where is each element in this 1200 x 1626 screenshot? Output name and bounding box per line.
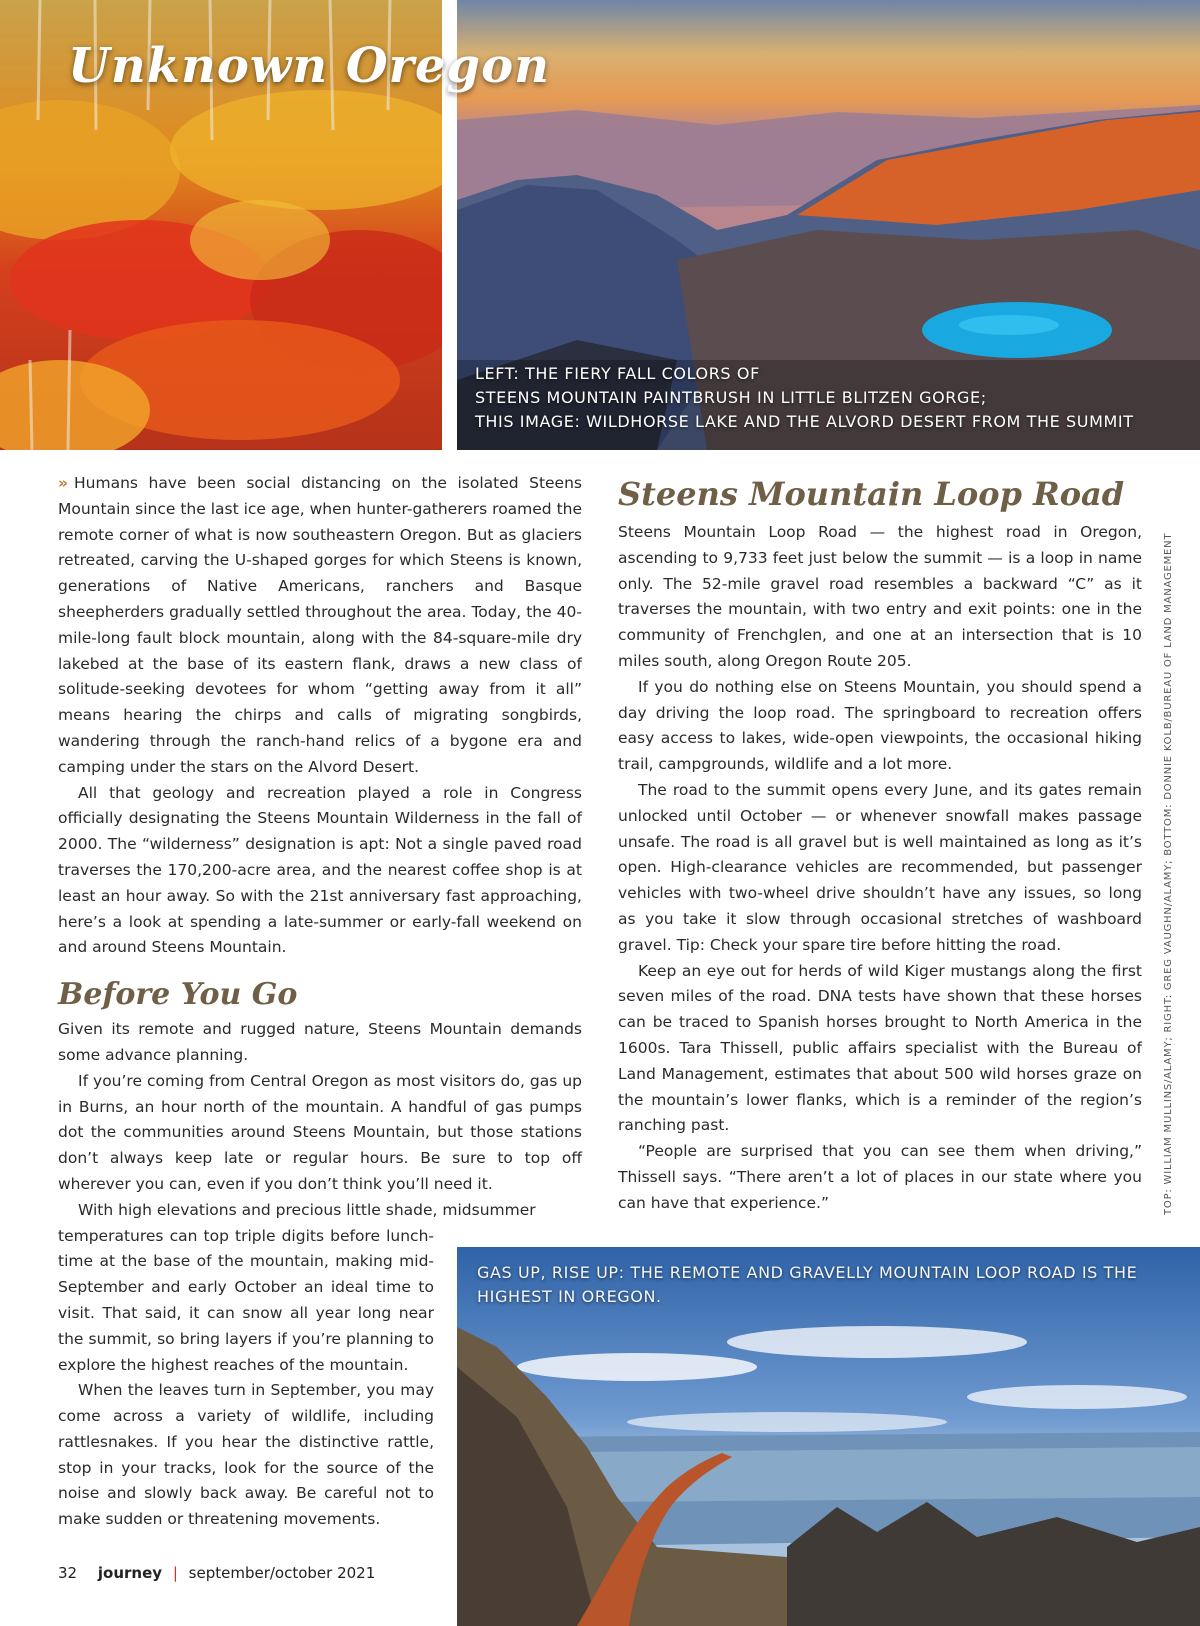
body-paragraph: Steens Mountain Loop Road — the highest road in Oregon, ascending to 9,733 feet just below the summit — is a loop in name only. The 52-mile gravel road resembles a backward “C” as it traverses the mountain, with two entry and exit points: one in the community of Frenchglen, and one at an intersection that is 10 miles south, along Oregon Route 205. [618, 523, 1142, 670]
issue-title: Unknown Oregon [68, 38, 550, 94]
body-paragraph: If you do nothing else on Steens Mountain, you should spend a day driving the loop road. The springboard to recreation offers easy access to lakes, wide-open viewpoints, the occasional hiking trail, campgrounds, wildlife and a lot more. [618, 677, 1142, 774]
issue-date: september/october 2021 [188, 1564, 376, 1582]
page-number: 32 [58, 1564, 78, 1582]
page-footer [58, 1564, 375, 1582]
footer-separator: | [172, 1564, 178, 1582]
article-left-column [58, 471, 582, 1533]
article-right-column [618, 472, 1142, 1217]
chevron-icon: » [58, 474, 69, 492]
body-paragraph: temperatures can top triple digits before lunch-time at the base of the mountain, making mid-September and early October an ideal time to visit. That said, it can snow all year long near the summit, so bring layers if you’re planning to explore the highest reaches of the mountain. [58, 1226, 434, 1374]
magazine-name: journey [97, 1564, 163, 1582]
intro-paragraph: All that geology and recreation played a role in Congress officially designating the Steens Mountain Wilderness in the fall of 2000. The “wilderness” designation is apt: Not a single paved road traverses the 170,200-acre area, and the nearest coffee shop is at least an hour away. So with the 21st anniversary fast approaching, here’s a look at spending a late-summer or early-fall weekend on and around Steens Mountain. [58, 783, 582, 957]
heading-before-you-go: Before You Go [58, 977, 298, 1013]
body-paragraph: If you’re coming from Central Oregon as most visitors do, gas up in Burns, an hour north of the mountain. A handful of gas pumps dot the communities around Steens Mountain, but those stations don’t always keep late or regular hours. Be sure to top off wherever you can, even if you don’t think you’ll need it. [58, 1071, 582, 1193]
photo-credit: TOP: WILLIAM MULLINS/ALAMY; RIGHT: GREG VAUGHN/ALAMY; BOTTOM: DONNIE KOLB/BUREAU OF LAND MANAGEMENT [1163, 532, 1174, 1215]
caption-top-photos [475, 362, 1190, 434]
body-paragraph: When the leaves turn in September, you may come across a variety of wildlife, including rattlesnakes. If you hear the distinctive rattle, stop in your tracks, look for the source of the noise and slowly back away. Be careful not to make sudden or threatening movements. [58, 1381, 434, 1529]
caption-line: THIS IMAGE: WILDHORSE LAKE AND THE ALVORD DESERT FROM THE SUMMIT [475, 412, 1134, 431]
caption-line: STEENS MOUNTAIN PAINTBRUSH IN LITTLE BLITZEN GORGE; [475, 388, 987, 407]
body-paragraph: Keep an eye out for herds of wild Kiger mustangs along the first seven miles of the road. DNA tests have shown that these horses can be traced to Spanish horses brought to North America in the 1600s. Tara Thissell, public affairs specialist with the Bureau of Land Management, estimates that about 500 wild horses graze on the mountain’s lower flanks, which is a reminder of the region’s ranching past. [618, 961, 1142, 1135]
body-paragraph: With high elevations and precious little shade, midsummer [78, 1200, 536, 1219]
caption-bottom-photo: GAS UP, RISE UP: THE REMOTE AND GRAVELLY MOUNTAIN LOOP ROAD IS THE HIGHEST IN OREGON. [477, 1263, 1138, 1306]
body-paragraph: “People are surprised that you can see them when driving,” Thissell says. “There aren’t a lot of places in our state where you can have that experience.” [618, 1142, 1142, 1212]
caption-line: LEFT: THE FIERY FALL COLORS OF [475, 364, 760, 383]
heading-loop-road: Steens Mountain Loop Road [618, 475, 1125, 513]
body-paragraph: Given its remote and rugged nature, Steens Mountain demands some advance planning. [58, 1020, 582, 1064]
body-paragraph: The road to the summit opens every June, and its gates remain unlocked until October — or whenever snowfall makes passage unsafe. The road is all gravel but is well maintained as long as it’s open. High-clearance vehicles are recommended, but passenger vehicles with two-wheel drive shouldn’t have any issues, so long as you take it slow through occasional stretches of washboard gravel. Tip: Check your spare tire before hitting the road. [618, 780, 1142, 954]
intro-paragraph: » Humans have been social distancing on the isolated Steens Mountain since the last ice age, when hunter-gatherers roamed the remote corner of what is now southeastern Oregon. But as glaciers retreated, carving the U-shaped gorges for which Steens is known, generations of Native Americans, ranchers and Basque sheepherders gradually settled throughout the area. Today, the 40-mile-long fault block mountain, along with the 84-square-mile dry lakebed at the base of its eastern flank, draws a new class of solitude-seeking devotees for whom “getting away from it all” means hearing the chirps and calls of migrating songbirds, wandering through the ranch-hand relics of a bygone era and camping under the stars on the Alvord Desert. [58, 474, 583, 776]
